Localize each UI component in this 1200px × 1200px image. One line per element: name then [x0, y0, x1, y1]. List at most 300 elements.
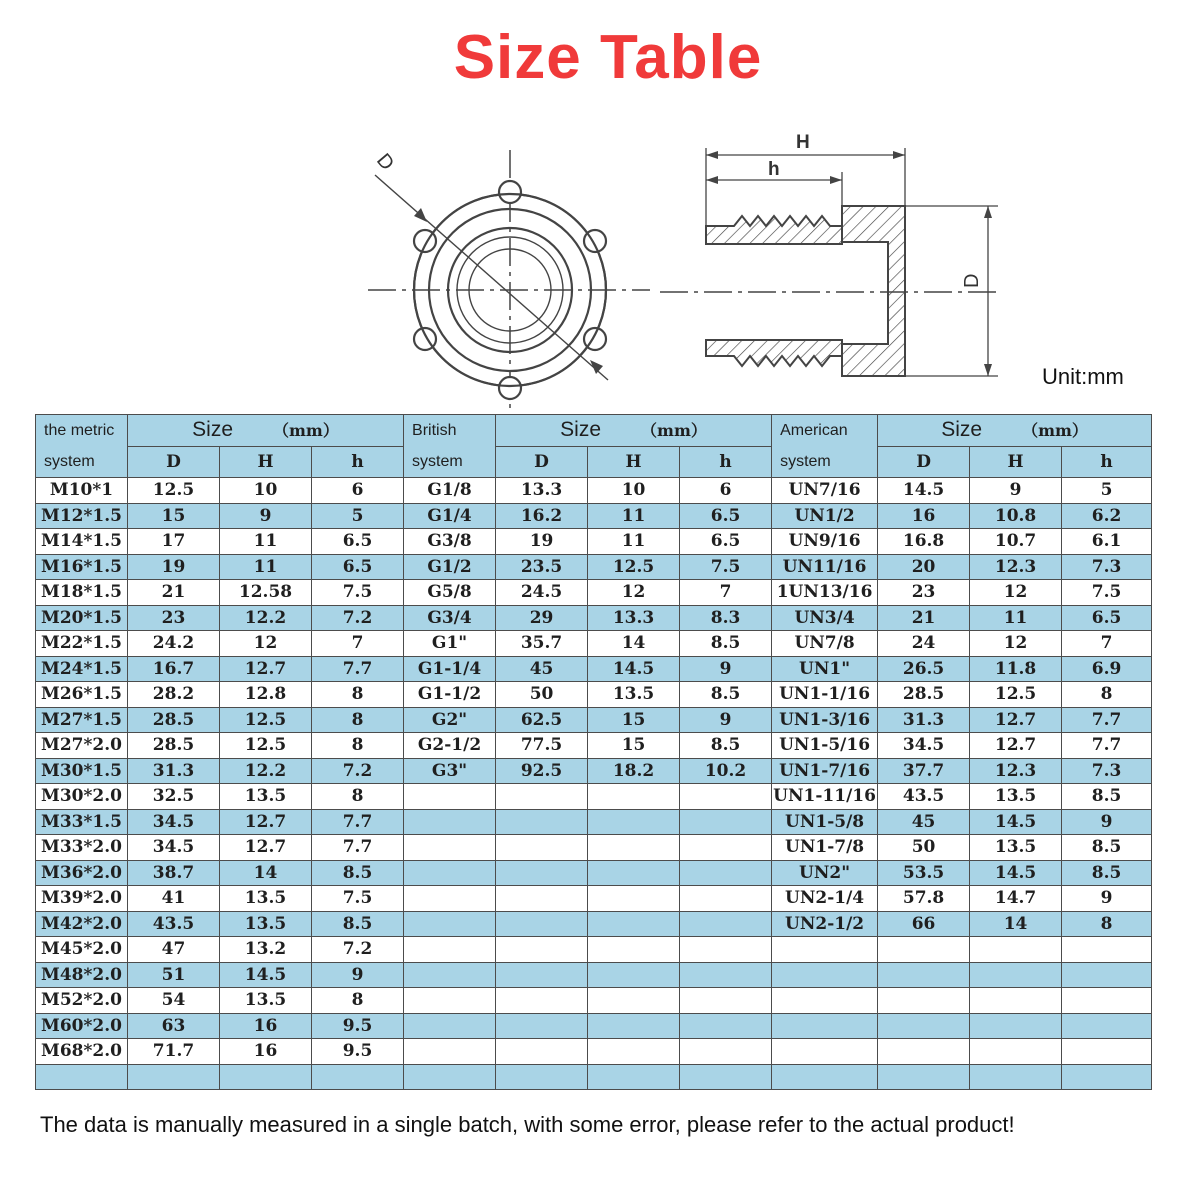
value-cell-british	[680, 1064, 772, 1090]
thread-spec-metric: M14*1.5	[36, 529, 128, 555]
value-cell-metric: 28.2	[128, 682, 220, 708]
value-cell-british: 13.3	[588, 605, 680, 631]
value-cell-metric: 38.7	[128, 860, 220, 886]
thread-spec-british	[404, 860, 496, 886]
value-cell-british: 19	[496, 529, 588, 555]
thread-spec-metric: M39*2.0	[36, 886, 128, 912]
value-cell-british: 16.2	[496, 503, 588, 529]
side-view	[660, 148, 1000, 376]
value-cell-british: 13.5	[588, 682, 680, 708]
value-cell-american: 8	[1062, 911, 1152, 937]
value-cell-british	[496, 784, 588, 810]
value-cell-american: 16.8	[878, 529, 970, 555]
col-header-h-upper: H	[970, 446, 1062, 478]
value-cell-american	[970, 1064, 1062, 1090]
value-cell-metric: 24.2	[128, 631, 220, 657]
value-cell-american: 10.7	[970, 529, 1062, 555]
page-title: Size Table	[453, 23, 763, 92]
thread-spec-british: G1"	[404, 631, 496, 657]
value-cell-american	[970, 1013, 1062, 1039]
value-cell-american: 21	[878, 605, 970, 631]
thread-spec-american	[772, 1039, 878, 1065]
thread-spec-american	[772, 1064, 878, 1090]
value-cell-metric: 51	[128, 962, 220, 988]
value-cell-metric: 12.58	[220, 580, 312, 606]
size-header-british: Size （mm）	[496, 415, 772, 447]
value-cell-american: 9	[1062, 886, 1152, 912]
value-cell-american: 7.3	[1062, 554, 1152, 580]
value-cell-american: 14	[970, 911, 1062, 937]
value-cell-british: 8.3	[680, 605, 772, 631]
value-cell-british	[680, 860, 772, 886]
col-header-h-upper: H	[588, 446, 680, 478]
table-row	[36, 529, 1152, 555]
value-cell-american: 66	[878, 911, 970, 937]
thread-spec-metric: M42*2.0	[36, 911, 128, 937]
thread-spec-british: G1/4	[404, 503, 496, 529]
value-cell-british: 12.5	[588, 554, 680, 580]
value-cell-british	[680, 1013, 772, 1039]
value-cell-british: 45	[496, 656, 588, 682]
value-cell-british: 23.5	[496, 554, 588, 580]
table-row	[36, 988, 1152, 1014]
value-cell-american: 8.5	[1062, 835, 1152, 861]
value-cell-metric: 12.2	[220, 758, 312, 784]
value-cell-british: 92.5	[496, 758, 588, 784]
value-cell-american: 8	[1062, 682, 1152, 708]
value-cell-metric: 9	[220, 503, 312, 529]
value-cell-british: 8.5	[680, 682, 772, 708]
thread-spec-british: G1-1/2	[404, 682, 496, 708]
value-cell-metric: 7.5	[312, 886, 404, 912]
table-row	[36, 835, 1152, 861]
table-row	[36, 707, 1152, 733]
table-row	[36, 733, 1152, 759]
value-cell-metric: 8	[312, 733, 404, 759]
value-cell-american: 24	[878, 631, 970, 657]
value-cell-british	[680, 809, 772, 835]
value-cell-american	[878, 1039, 970, 1065]
value-cell-american: 28.5	[878, 682, 970, 708]
value-cell-metric: 12.2	[220, 605, 312, 631]
value-cell-american	[878, 1064, 970, 1090]
value-cell-american: 9	[1062, 809, 1152, 835]
thread-spec-british	[404, 809, 496, 835]
value-cell-metric: 12.7	[220, 835, 312, 861]
value-cell-british: 11	[588, 503, 680, 529]
value-cell-american: 6.5	[1062, 605, 1152, 631]
table-row	[36, 809, 1152, 835]
value-cell-metric	[220, 1064, 312, 1090]
value-cell-british	[496, 886, 588, 912]
value-cell-metric: 7.7	[312, 656, 404, 682]
value-cell-metric: 15	[128, 503, 220, 529]
value-cell-british	[680, 886, 772, 912]
value-cell-british	[588, 1039, 680, 1065]
thread-spec-metric: M45*2.0	[36, 937, 128, 963]
value-cell-american: 6.2	[1062, 503, 1152, 529]
value-cell-british: 77.5	[496, 733, 588, 759]
thread-spec-metric: M18*1.5	[36, 580, 128, 606]
value-cell-american: 14.5	[970, 860, 1062, 886]
value-cell-american: 43.5	[878, 784, 970, 810]
value-cell-british: 10	[588, 478, 680, 504]
thread-spec-british: G3/4	[404, 605, 496, 631]
value-cell-british: 6	[680, 478, 772, 504]
value-cell-british	[680, 835, 772, 861]
table-row	[36, 886, 1152, 912]
technical-drawing	[0, 0, 1200, 420]
value-cell-metric: 63	[128, 1013, 220, 1039]
value-cell-british: 18.2	[588, 758, 680, 784]
value-cell-british	[496, 1064, 588, 1090]
value-cell-american: 20	[878, 554, 970, 580]
value-cell-american: 14.7	[970, 886, 1062, 912]
table-row	[36, 911, 1152, 937]
thread-spec-british: G3/8	[404, 529, 496, 555]
col-header-h-lower: h	[1062, 446, 1152, 478]
value-cell-british	[588, 809, 680, 835]
value-cell-american: 26.5	[878, 656, 970, 682]
thread-spec-american: UN11/16	[772, 554, 878, 580]
thread-spec-american	[772, 1013, 878, 1039]
thread-spec-american: UN1"	[772, 656, 878, 682]
value-cell-metric: 16	[220, 1039, 312, 1065]
value-cell-british	[680, 911, 772, 937]
thread-spec-metric: M16*1.5	[36, 554, 128, 580]
thread-spec-american	[772, 962, 878, 988]
thread-spec-metric: M60*2.0	[36, 1013, 128, 1039]
table-row	[36, 1039, 1152, 1065]
table-row	[36, 1064, 1152, 1090]
value-cell-metric: 12.5	[128, 478, 220, 504]
value-cell-metric: 12	[220, 631, 312, 657]
system-label-british: British system	[404, 415, 496, 478]
value-cell-american	[1062, 1013, 1152, 1039]
thread-spec-american: UN1-3/16	[772, 707, 878, 733]
thread-spec-american: 1UN13/16	[772, 580, 878, 606]
value-cell-american: 16	[878, 503, 970, 529]
value-cell-british: 8.5	[680, 733, 772, 759]
value-cell-american: 53.5	[878, 860, 970, 886]
value-cell-american: 57.8	[878, 886, 970, 912]
value-cell-british	[588, 988, 680, 1014]
value-cell-american	[970, 962, 1062, 988]
thread-spec-british: G1-1/4	[404, 656, 496, 682]
thread-spec-british	[404, 886, 496, 912]
table-row	[36, 631, 1152, 657]
col-header-h-lower: h	[312, 446, 404, 478]
value-cell-american: 34.5	[878, 733, 970, 759]
table-row	[36, 503, 1152, 529]
thread-spec-british: G2-1/2	[404, 733, 496, 759]
value-cell-metric: 10	[220, 478, 312, 504]
value-cell-metric: 54	[128, 988, 220, 1014]
thread-spec-metric: M30*2.0	[36, 784, 128, 810]
value-cell-american: 12.5	[970, 682, 1062, 708]
value-cell-american: 10.8	[970, 503, 1062, 529]
thread-spec-american: UN1-1/16	[772, 682, 878, 708]
value-cell-american: 7.7	[1062, 707, 1152, 733]
table-row	[36, 580, 1152, 606]
value-cell-american	[878, 1013, 970, 1039]
value-cell-british	[496, 1013, 588, 1039]
value-cell-metric	[312, 1064, 404, 1090]
value-cell-british: 7.5	[680, 554, 772, 580]
value-cell-american: 9	[970, 478, 1062, 504]
value-cell-metric: 8	[312, 707, 404, 733]
value-cell-british	[588, 962, 680, 988]
value-cell-metric: 12.5	[220, 707, 312, 733]
thread-spec-american: UN1/2	[772, 503, 878, 529]
value-cell-american	[1062, 962, 1152, 988]
front-view	[368, 150, 650, 415]
value-cell-american: 13.5	[970, 784, 1062, 810]
value-cell-american	[878, 988, 970, 1014]
value-cell-metric	[128, 1064, 220, 1090]
thread-spec-metric: M27*2.0	[36, 733, 128, 759]
value-cell-british: 12	[588, 580, 680, 606]
value-cell-metric: 14	[220, 860, 312, 886]
value-cell-british	[496, 962, 588, 988]
disclaimer-note: The data is manually measured in a single batch, with some error, please refer to the actual product!	[40, 1112, 1015, 1137]
table-row	[36, 605, 1152, 631]
thread-spec-american: UN9/16	[772, 529, 878, 555]
thread-spec-metric: M10*1	[36, 478, 128, 504]
value-cell-british: 62.5	[496, 707, 588, 733]
value-cell-american: 12.7	[970, 707, 1062, 733]
thread-spec-american: UN1-5/16	[772, 733, 878, 759]
value-cell-metric: 12.8	[220, 682, 312, 708]
value-cell-american: 37.7	[878, 758, 970, 784]
value-cell-british: 6.5	[680, 529, 772, 555]
value-cell-british	[496, 835, 588, 861]
value-cell-american: 31.3	[878, 707, 970, 733]
thread-spec-metric: M36*2.0	[36, 860, 128, 886]
value-cell-british: 11	[588, 529, 680, 555]
thread-spec-american: UN2-1/2	[772, 911, 878, 937]
table-row	[36, 784, 1152, 810]
value-cell-metric: 34.5	[128, 809, 220, 835]
thread-spec-british	[404, 937, 496, 963]
header-row-columns	[36, 446, 1152, 478]
thread-spec-british	[404, 1064, 496, 1090]
size-header-american: Size （mm）	[878, 415, 1152, 447]
label-d-right: D	[961, 273, 983, 288]
table-row	[36, 758, 1152, 784]
value-cell-british: 35.7	[496, 631, 588, 657]
value-cell-american: 7.3	[1062, 758, 1152, 784]
value-cell-metric: 43.5	[128, 911, 220, 937]
thread-spec-british: G3"	[404, 758, 496, 784]
value-cell-british: 13.3	[496, 478, 588, 504]
thread-spec-metric: M48*2.0	[36, 962, 128, 988]
value-cell-metric: 21	[128, 580, 220, 606]
value-cell-american: 12	[970, 580, 1062, 606]
value-cell-metric: 9.5	[312, 1039, 404, 1065]
value-cell-american: 23	[878, 580, 970, 606]
label-h-lower: h	[768, 159, 780, 180]
value-cell-metric: 8	[312, 784, 404, 810]
col-header-d: D	[878, 446, 970, 478]
table-row	[36, 962, 1152, 988]
value-cell-metric: 23	[128, 605, 220, 631]
value-cell-american: 12.3	[970, 758, 1062, 784]
system-label-metric: the metric system	[36, 415, 128, 478]
value-cell-american: 6.1	[1062, 529, 1152, 555]
value-cell-metric: 12.7	[220, 656, 312, 682]
value-cell-metric: 14.5	[220, 962, 312, 988]
thread-spec-metric: M30*1.5	[36, 758, 128, 784]
value-cell-british	[496, 809, 588, 835]
value-cell-american: 13.5	[970, 835, 1062, 861]
thread-spec-american: UN3/4	[772, 605, 878, 631]
size-header-metric: Size （mm）	[128, 415, 404, 447]
value-cell-british	[588, 911, 680, 937]
thread-spec-american: UN1-11/16	[772, 784, 878, 810]
value-cell-metric: 9.5	[312, 1013, 404, 1039]
value-cell-british	[496, 860, 588, 886]
value-cell-metric: 5	[312, 503, 404, 529]
table-row	[36, 682, 1152, 708]
value-cell-metric: 13.5	[220, 911, 312, 937]
thread-spec-british: G2"	[404, 707, 496, 733]
value-cell-american: 12	[970, 631, 1062, 657]
value-cell-metric: 7.7	[312, 809, 404, 835]
value-cell-british: 29	[496, 605, 588, 631]
value-cell-metric: 16.7	[128, 656, 220, 682]
value-cell-metric: 13.5	[220, 784, 312, 810]
thread-spec-american: UN7/16	[772, 478, 878, 504]
size-table	[35, 414, 1152, 1090]
value-cell-american	[1062, 937, 1152, 963]
value-cell-american: 45	[878, 809, 970, 835]
value-cell-metric: 13.5	[220, 886, 312, 912]
thread-spec-british	[404, 835, 496, 861]
value-cell-metric: 71.7	[128, 1039, 220, 1065]
value-cell-american	[1062, 1064, 1152, 1090]
thread-spec-metric: M20*1.5	[36, 605, 128, 631]
header-row-size	[36, 415, 1152, 447]
col-header-d: D	[496, 446, 588, 478]
value-cell-british: 50	[496, 682, 588, 708]
value-cell-american: 7.5	[1062, 580, 1152, 606]
value-cell-british	[496, 1039, 588, 1065]
thread-spec-metric: M12*1.5	[36, 503, 128, 529]
value-cell-american: 5	[1062, 478, 1152, 504]
thread-spec-metric: M33*1.5	[36, 809, 128, 835]
value-cell-american	[878, 962, 970, 988]
value-cell-metric: 7.2	[312, 937, 404, 963]
thread-spec-metric: M27*1.5	[36, 707, 128, 733]
value-cell-british	[588, 937, 680, 963]
thread-spec-metric	[36, 1064, 128, 1090]
value-cell-american: 8.5	[1062, 860, 1152, 886]
thread-spec-american: UN2"	[772, 860, 878, 886]
value-cell-british	[588, 860, 680, 886]
value-cell-british: 14.5	[588, 656, 680, 682]
value-cell-metric: 8	[312, 988, 404, 1014]
value-cell-metric: 7	[312, 631, 404, 657]
value-cell-british	[680, 937, 772, 963]
thread-spec-british: G1/8	[404, 478, 496, 504]
thread-spec-british	[404, 911, 496, 937]
table-row	[36, 478, 1152, 504]
thread-spec-american	[772, 988, 878, 1014]
thread-spec-american: UN1-7/16	[772, 758, 878, 784]
value-cell-british	[680, 1039, 772, 1065]
value-cell-british	[680, 962, 772, 988]
value-cell-metric: 13.2	[220, 937, 312, 963]
thread-spec-american: UN1-5/8	[772, 809, 878, 835]
value-cell-british: 14	[588, 631, 680, 657]
value-cell-american: 11	[970, 605, 1062, 631]
thread-spec-metric: M68*2.0	[36, 1039, 128, 1065]
system-label-american: American system	[772, 415, 878, 478]
table-row	[36, 1013, 1152, 1039]
value-cell-metric: 6.5	[312, 529, 404, 555]
value-cell-metric: 28.5	[128, 707, 220, 733]
value-cell-british: 24.5	[496, 580, 588, 606]
unit-label: Unit:mm	[1042, 364, 1124, 389]
thread-spec-metric: M24*1.5	[36, 656, 128, 682]
thread-spec-american: UN1-7/8	[772, 835, 878, 861]
value-cell-metric: 8.5	[312, 911, 404, 937]
value-cell-american	[970, 937, 1062, 963]
value-cell-american: 8.5	[1062, 784, 1152, 810]
value-cell-british: 6.5	[680, 503, 772, 529]
value-cell-metric: 12.7	[220, 809, 312, 835]
value-cell-metric: 7.7	[312, 835, 404, 861]
col-header-d: D	[128, 446, 220, 478]
value-cell-american: 50	[878, 835, 970, 861]
value-cell-metric: 7.2	[312, 758, 404, 784]
value-cell-british	[680, 988, 772, 1014]
value-cell-metric: 34.5	[128, 835, 220, 861]
value-cell-metric: 6	[312, 478, 404, 504]
col-header-h-upper: H	[220, 446, 312, 478]
value-cell-american	[878, 937, 970, 963]
value-cell-british	[588, 835, 680, 861]
thread-spec-british	[404, 962, 496, 988]
value-cell-metric: 7.2	[312, 605, 404, 631]
value-cell-american	[970, 988, 1062, 1014]
value-cell-british: 7	[680, 580, 772, 606]
thread-spec-metric: M33*2.0	[36, 835, 128, 861]
thread-spec-metric: M22*1.5	[36, 631, 128, 657]
value-cell-metric: 47	[128, 937, 220, 963]
value-cell-metric: 41	[128, 886, 220, 912]
thread-spec-british: G5/8	[404, 580, 496, 606]
value-cell-american	[1062, 1039, 1152, 1065]
value-cell-british	[496, 937, 588, 963]
value-cell-metric: 6.5	[312, 554, 404, 580]
value-cell-british: 15	[588, 707, 680, 733]
table-row	[36, 860, 1152, 886]
value-cell-american: 6.9	[1062, 656, 1152, 682]
value-cell-british	[588, 1013, 680, 1039]
thread-spec-american: UN7/8	[772, 631, 878, 657]
label-d-left: D	[372, 149, 399, 175]
value-cell-american: 12.3	[970, 554, 1062, 580]
value-cell-british: 10.2	[680, 758, 772, 784]
value-cell-british: 9	[680, 707, 772, 733]
value-cell-metric: 8	[312, 682, 404, 708]
value-cell-american: 7	[1062, 631, 1152, 657]
value-cell-british	[496, 988, 588, 1014]
value-cell-american: 7.7	[1062, 733, 1152, 759]
value-cell-metric: 31.3	[128, 758, 220, 784]
